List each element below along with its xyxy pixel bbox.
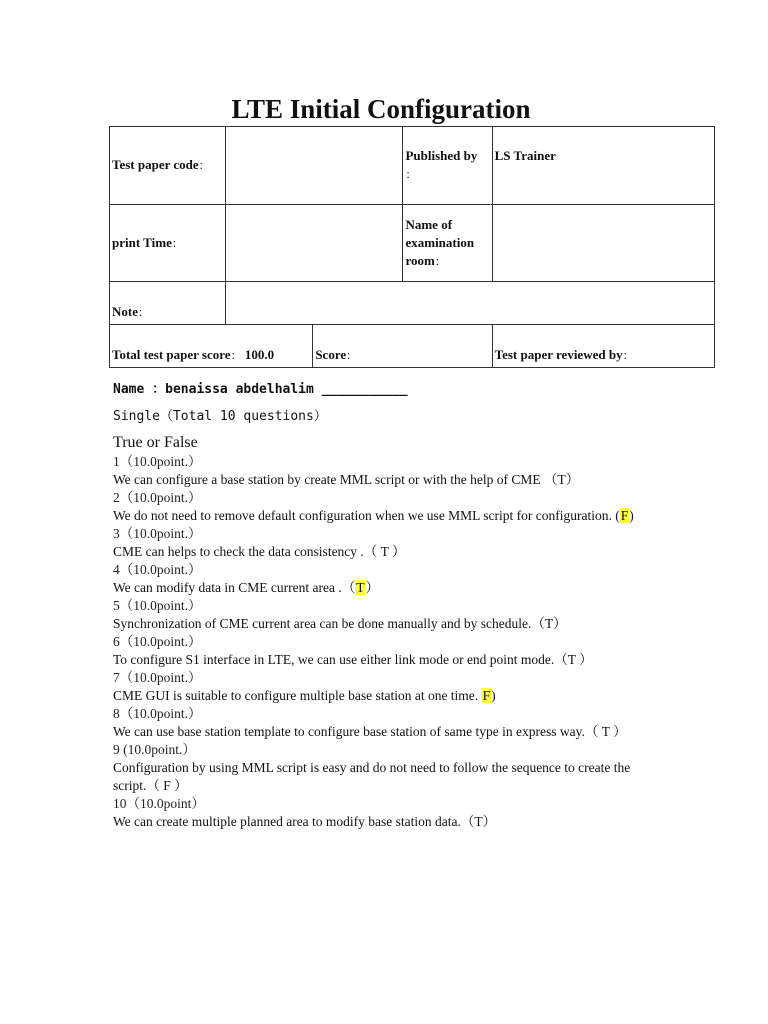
question-number: 6（10.0point.） xyxy=(113,634,202,649)
note-label: Note： xyxy=(110,282,226,325)
candidate-name: Name ：benaissa abdelhalim ___________ xyxy=(113,382,408,397)
question-text: We can use base station template to configure base station of same type in express way.（ T ） xyxy=(113,724,627,739)
print-time-value xyxy=(226,205,403,282)
question-number: 4（10.0point.） xyxy=(113,562,202,577)
header-info-table xyxy=(109,126,715,368)
published-by-label: Published by ： xyxy=(403,127,492,205)
question-item xyxy=(113,453,653,489)
question-item xyxy=(113,597,653,633)
question-item xyxy=(113,669,653,705)
question-item xyxy=(113,633,653,669)
question-item xyxy=(113,795,653,831)
question-text: CME GUI is suitable to configure multiple base station at one time. F) xyxy=(113,688,496,703)
published-by-value: LS Trainer xyxy=(492,127,714,205)
answer-highlight: F xyxy=(482,688,491,703)
exam-room-label: Name of examination room： xyxy=(403,205,492,282)
reviewed-by-label: Test paper reviewed by： xyxy=(492,325,714,368)
question-list xyxy=(113,453,653,831)
question-text: We can configure a base station by create MML script or with the help of CME （T） xyxy=(113,472,580,487)
question-item xyxy=(113,705,653,741)
print-time-label: print Time： xyxy=(110,205,226,282)
total-score-cell: Total test paper score： 100.0 xyxy=(110,325,313,368)
section-title: True or False xyxy=(113,434,198,451)
note-value xyxy=(226,282,715,325)
test-paper-code-value xyxy=(226,127,403,205)
question-text: To configure S1 interface in LTE, we can use either link mode or end point mode.（T ） xyxy=(113,652,593,667)
table-row xyxy=(110,127,715,205)
question-number: 10（10.0point） xyxy=(113,796,205,811)
question-text: We can modify data in CME current area .（T） xyxy=(113,580,379,595)
answer-highlight: T xyxy=(356,580,365,595)
question-type-summary: Single（Total 10 questions） xyxy=(113,409,327,424)
question-number: 5（10.0point.） xyxy=(113,598,202,613)
question-number: 8（10.0point.） xyxy=(113,706,202,721)
table-row xyxy=(110,205,715,282)
answer-highlight: F xyxy=(620,508,629,523)
page-title: LTE Initial Configuration xyxy=(231,94,531,124)
question-number: 1（10.0point.） xyxy=(113,454,202,469)
question-text: Configuration by using MML script is easy and do not need to follow the sequence to create the script.（ F ） xyxy=(113,760,631,793)
table-row xyxy=(110,325,715,368)
total-score-value: 100.0 xyxy=(244,347,275,362)
question-text: Synchronization of CME current area can be done manually and by schedule.（T） xyxy=(113,616,567,631)
question-number: 9 (10.0point.） xyxy=(113,742,196,757)
question-item xyxy=(113,525,653,561)
score-label: Score： xyxy=(313,325,492,368)
table-row xyxy=(110,282,715,325)
question-item xyxy=(113,489,653,525)
test-paper-code-label: Test paper code： xyxy=(110,127,226,205)
question-number: 3（10.0point.） xyxy=(113,526,202,541)
question-number: 7（10.0point.） xyxy=(113,670,202,685)
question-text: We can create multiple planned area to modify base station data.（T） xyxy=(113,814,497,829)
question-item xyxy=(113,741,653,795)
question-text: We do not need to remove default configuration when we use MML script for configuration. (F) xyxy=(113,508,634,523)
question-text: CME can helps to check the data consistency .（ T ） xyxy=(113,544,406,559)
question-number: 2（10.0point.） xyxy=(113,490,202,505)
question-item xyxy=(113,561,653,597)
exam-room-value xyxy=(492,205,714,282)
